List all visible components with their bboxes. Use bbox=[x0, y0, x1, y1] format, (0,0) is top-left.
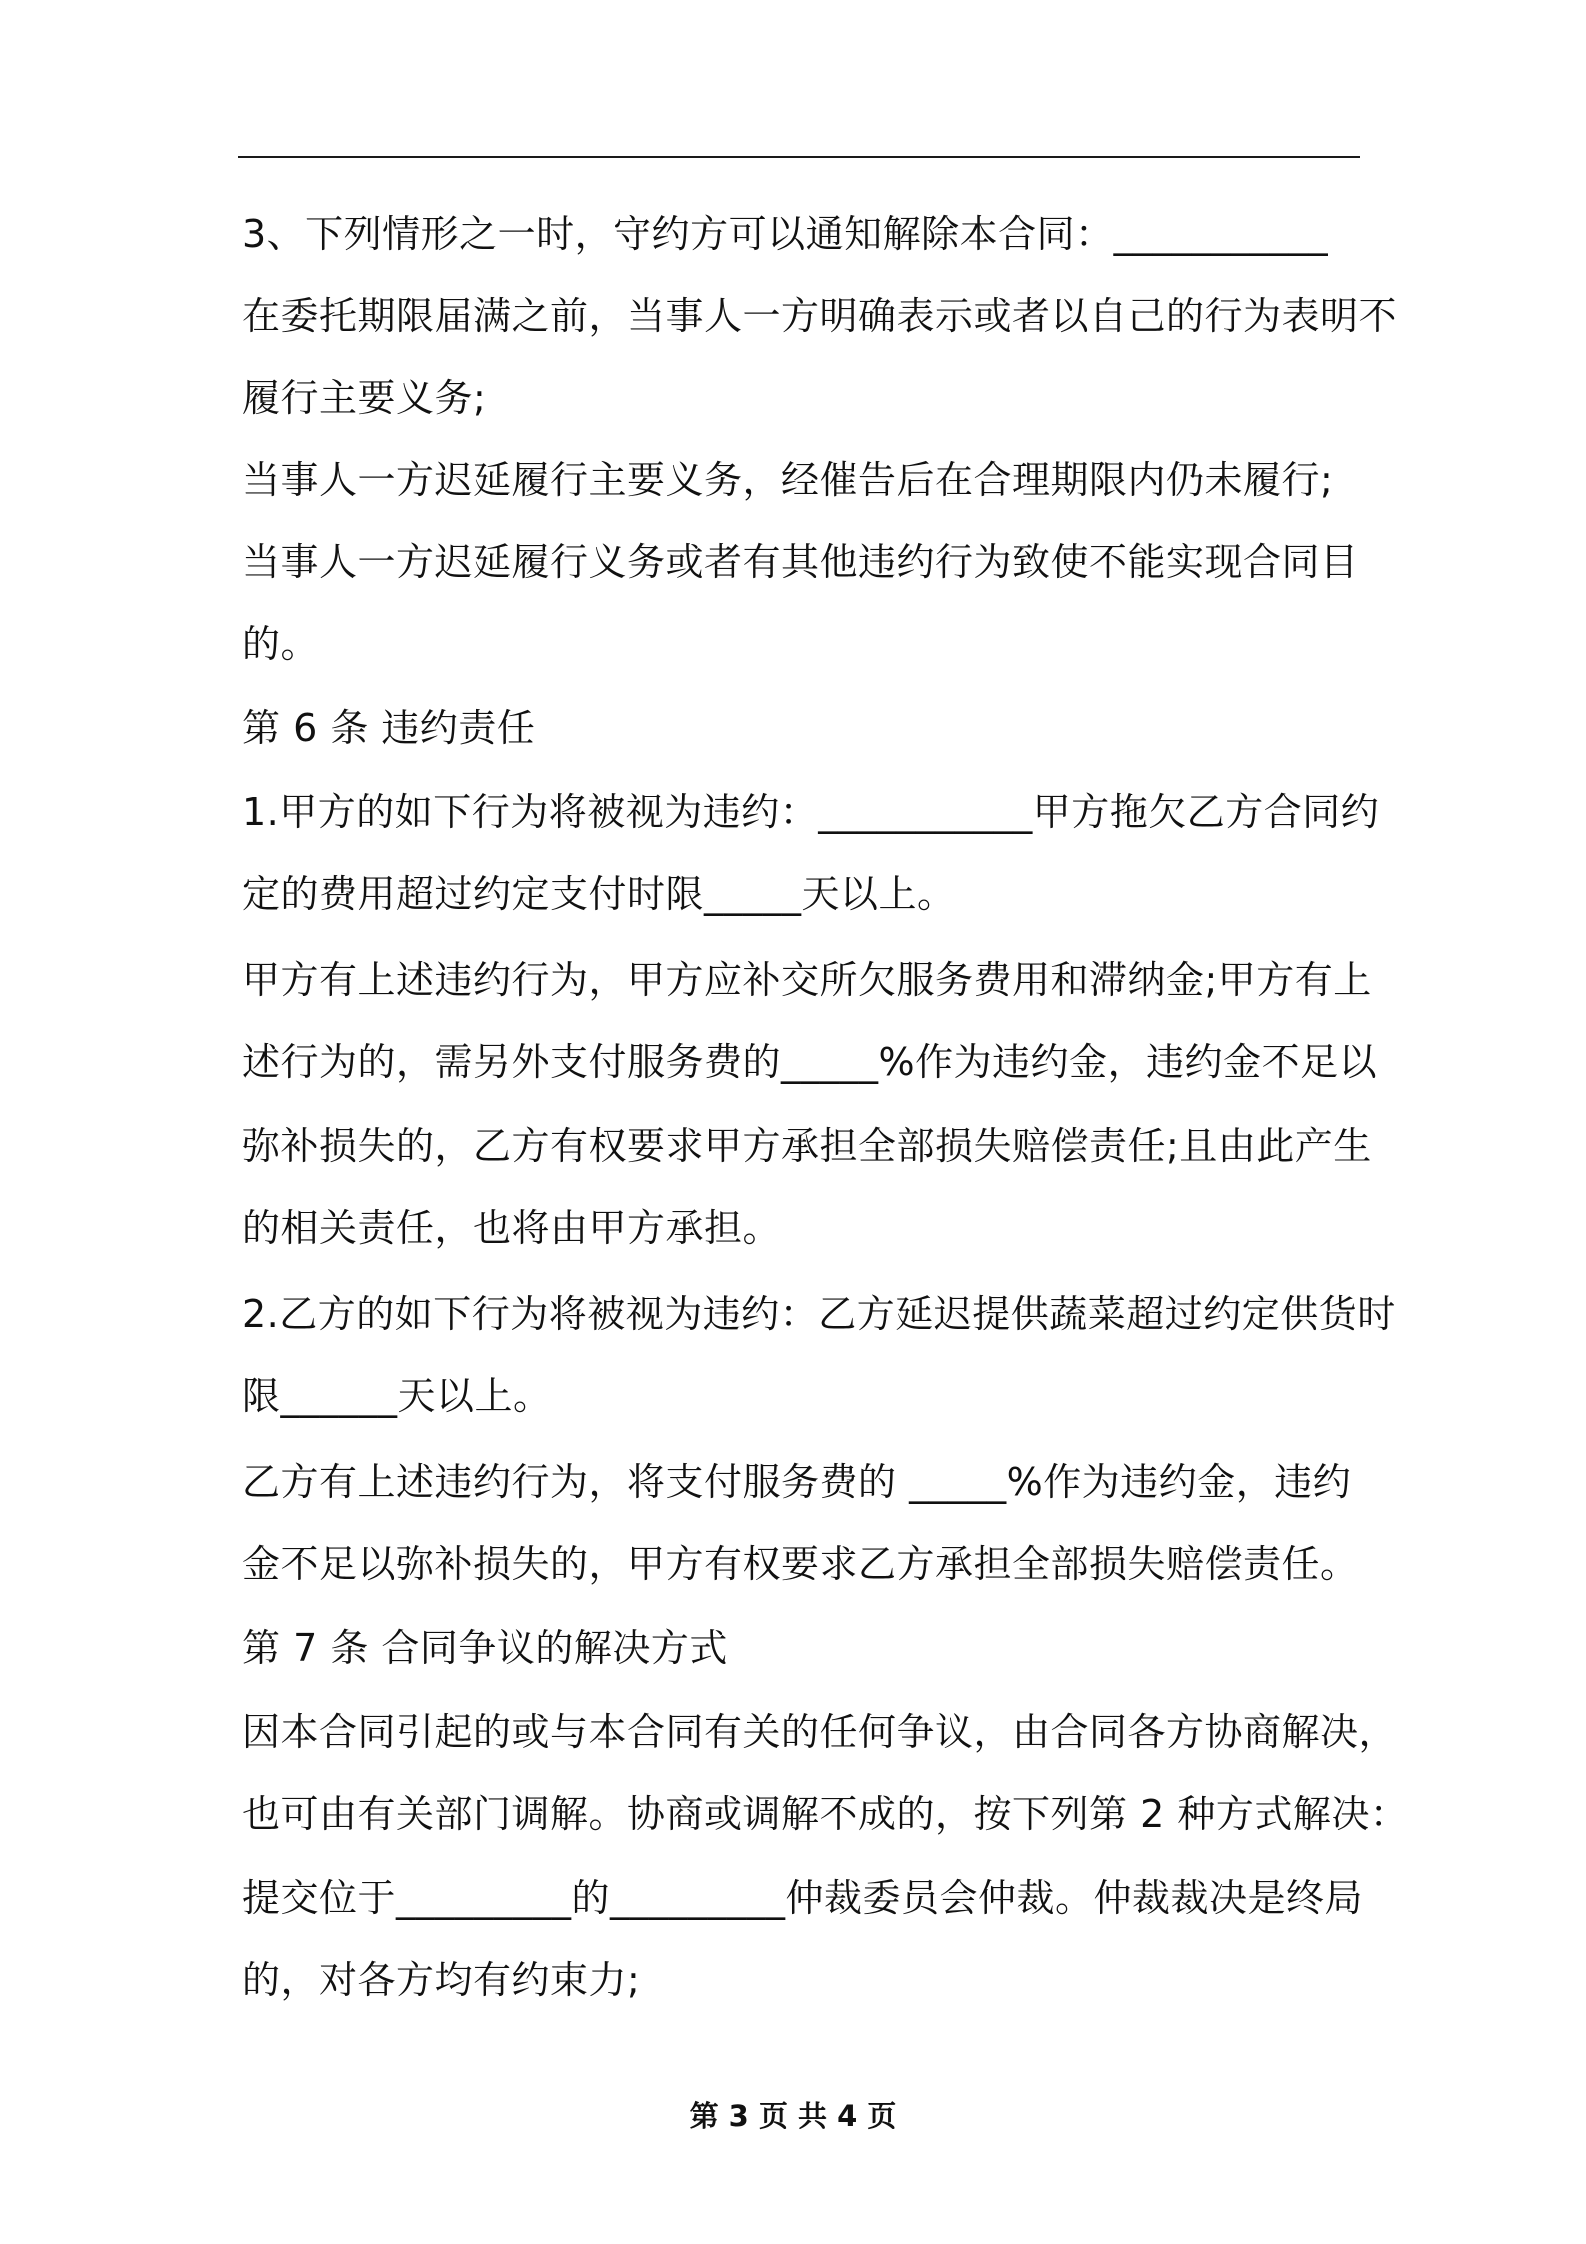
body-text-line: 履行主要义务; bbox=[242, 376, 487, 420]
article-7-heading: 第 7 条 合同争议的解决方式 bbox=[242, 1626, 728, 1670]
body-text-line: 1.甲方的如下行为将被视为违约：___________甲方拖欠乙方合同约 bbox=[242, 790, 1380, 834]
body-text-line: 弥补损失的，乙方有权要求甲方承担全部损失赔偿责任;且由此产生 bbox=[242, 1124, 1372, 1168]
body-text-line: 的。 bbox=[242, 622, 320, 666]
body-text-line: 的相关责任，也将由甲方承担。 bbox=[242, 1206, 782, 1250]
body-text-line: 在委托期限届满之前，当事人一方明确表示或者以自己的行为表明不 bbox=[242, 294, 1398, 338]
body-text-line: 述行为的，需另外支付服务费的_____%作为违约金，违约金不足以 bbox=[242, 1040, 1378, 1084]
page-number-footer: 第 3 页 共 4 页 bbox=[689, 2099, 897, 2133]
body-text-line: 金不足以弥补损失的，甲方有权要求乙方承担全部损失赔偿责任。 bbox=[242, 1542, 1359, 1586]
body-text-line: 当事人一方迟延履行主要义务，经催告后在合理期限内仍未履行; bbox=[242, 458, 1334, 502]
body-text-line: 2.乙方的如下行为将被视为违约：乙方延迟提供蔬菜超过约定供货时 bbox=[242, 1292, 1396, 1336]
body-text-line: 甲方有上述违约行为，甲方应补交所欠服务费用和滞纳金;甲方有上 bbox=[242, 958, 1372, 1002]
body-text-line: 的，对各方均有约束力; bbox=[242, 1958, 641, 2002]
body-text-line: 提交位于_________的_________仲裁委员会仲裁。仲裁裁决是终局 bbox=[242, 1876, 1364, 1920]
body-text-line: 定的费用超过约定支付时限_____天以上。 bbox=[242, 872, 956, 916]
body-text-line: 当事人一方迟延履行义务或者有其他违约行为致使不能实现合同目 bbox=[242, 540, 1359, 584]
body-text-line: 乙方有上述违约行为，将支付服务费的 _____%作为违约金，违约 bbox=[242, 1460, 1352, 1504]
header-rule bbox=[238, 156, 1360, 158]
clause-3-heading: 3、下列情形之一时，守约方可以通知解除本合同：___________ bbox=[242, 212, 1329, 256]
body-text-line: 也可由有关部门调解。协商或调解不成的，按下列第 2 种方式解决： bbox=[242, 1792, 1409, 1836]
body-text-line: 限______天以上。 bbox=[242, 1374, 552, 1418]
body-text-line: 因本合同引起的或与本合同有关的任何争议，由合同各方协商解决， bbox=[242, 1710, 1398, 1754]
article-6-heading: 第 6 条 违约责任 bbox=[242, 706, 536, 750]
